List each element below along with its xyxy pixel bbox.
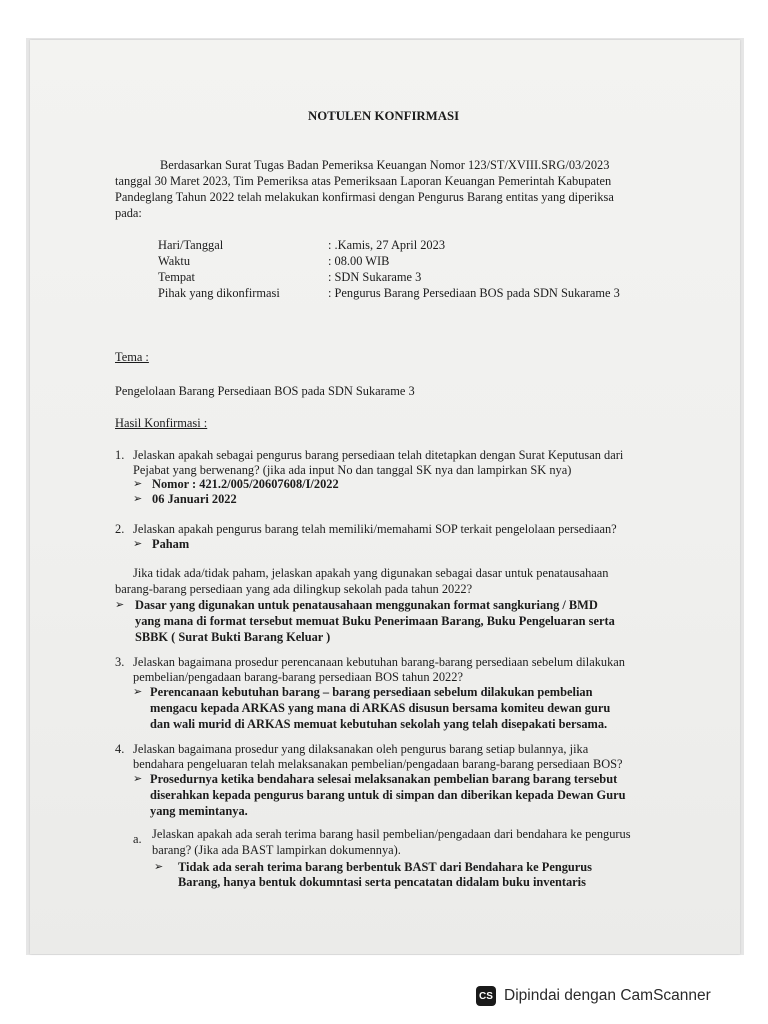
tema-text: Pengelolaan Barang Persediaan BOS pada SDN Sukarame 3 <box>115 384 415 398</box>
arrow-bullet-icon: ➢ <box>133 686 143 698</box>
answer-line: Nomor : 421.2/005/20607608/I/2022 <box>152 477 339 491</box>
question-number: 3. <box>115 655 125 669</box>
document-title: NOTULEN KONFIRMASI <box>308 109 460 123</box>
answer-line: Paham <box>152 537 190 551</box>
detail-value: : SDN Sukarame 3 <box>328 270 422 284</box>
answer-line: diserahkan kepada pengurus barang untuk di simpan dan diberikan kepada Dewan Guru <box>150 788 626 802</box>
question-line: Jelaskan bagaimana prosedur perencanaan kebutuhan barang-barang persediaan sebelum dilakukan <box>133 655 625 669</box>
detail-label: Pihak yang dikonfirmasi <box>158 286 280 300</box>
answer-line: dan wali murid di ARKAS memuat kebutuhan sekolah yang telah disepakati bersama. <box>150 717 608 731</box>
answer-line: Barang, hanya bentuk dokumntasi serta pencatatan didalam buku inventaris <box>178 875 586 889</box>
arrow-bullet-icon: ➢ <box>133 773 143 785</box>
question-number: a. <box>133 832 142 846</box>
question-number: 2. <box>115 522 125 536</box>
question-line: Jelaskan apakah pengurus barang telah memiliki/memahami SOP terkait pengelolaan persediaan? <box>133 522 617 536</box>
tema-heading: Tema : <box>115 350 149 364</box>
arrow-bullet-icon: ➢ <box>133 478 143 490</box>
detail-value: : .Kamis, 27 April 2023 <box>328 238 446 252</box>
question-line: Jelaskan apakah ada serah terima barang hasil pembelian/pengadaan dari bendahara ke pengurus <box>152 827 631 841</box>
detail-value: : Pengurus Barang Persediaan BOS pada SDN Sukarame 3 <box>328 286 620 300</box>
answer-line: Tidak ada serah terima barang berbentuk BAST dari Bendahara ke Pengurus <box>178 860 593 874</box>
question-line: barang-barang persediaan yang ada dilingkup sekolah pada tahun 2022? <box>115 582 473 596</box>
answer-line: SBBK ( Surat Bukti Barang Keluar ) <box>135 630 331 644</box>
arrow-bullet-icon: ➢ <box>133 538 143 550</box>
question-line: Jelaskan apakah sebagai pengurus barang persediaan telah ditetapkan dengan Surat Keputusan dari <box>133 448 624 462</box>
detail-label: Tempat <box>158 270 195 284</box>
detail-label: Waktu <box>158 254 191 268</box>
question-line: bendahara pengeluaran telah melaksanakan pembelian/pengadaan barang-barang persediaan BOS? <box>133 757 623 771</box>
answer-line: yang mana di format tersebut memuat Buku Penerimaan Barang, Buku Pengeluaran serta <box>135 614 615 628</box>
detail-value: : 08.00 WIB <box>328 254 390 268</box>
answer-line: Perencanaan kebutuhan barang – barang persediaan sebelum dilakukan pembelian <box>150 685 593 699</box>
arrow-bullet-icon: ➢ <box>115 599 125 611</box>
question-line: Jelaskan bagaimana prosedur yang dilaksanakan oleh pengurus barang setiap bulannya, jika <box>133 742 589 756</box>
detail-label: Hari/Tanggal <box>158 238 224 252</box>
watermark-text: Dipindai dengan CamScanner <box>504 987 711 1004</box>
question-number: 1. <box>115 448 125 462</box>
question-number: 4. <box>115 742 125 756</box>
question-line: pembelian/pengadaan barang-barang persediaan BOS tahun 2022? <box>133 670 463 684</box>
question-line: Jika tidak ada/tidak paham, jelaskan apakah yang digunakan sebagai dasar untuk penatausahaan <box>133 566 609 580</box>
arrow-bullet-icon: ➢ <box>133 493 143 505</box>
question-line: Pejabat yang berwenang? (jika ada input No dan tanggal SK nya dan lampirkan SK nya) <box>133 463 572 477</box>
answer-line: yang memintanya. <box>150 804 248 818</box>
document-page <box>30 40 740 954</box>
arrow-bullet-icon: ➢ <box>154 861 164 873</box>
question-line: barang? (Jika ada BAST lampirkan dokumennya). <box>152 843 401 857</box>
answer-line: Dasar yang digunakan untuk penatausahaan menggunakan format sangkuriang / BMD <box>135 598 598 612</box>
camscanner-logo-icon: CS <box>476 986 496 1006</box>
answer-line: 06 Januari 2022 <box>152 492 237 506</box>
answer-line: mengacu kepada ARKAS yang mana di ARKAS disusun bersama komiteu dewan guru <box>150 701 611 715</box>
camscanner-watermark <box>476 983 711 1009</box>
hasil-heading: Hasil Konfirmasi : <box>115 416 208 430</box>
answer-line: Prosedurnya ketika bendahara selesai melaksanakan pembelian barang barang tersebut <box>150 772 618 786</box>
intro-line: pada: <box>115 206 142 220</box>
intro-line: tanggal 30 Maret 2023, Tim Pemeriksa atas Pemeriksaan Laporan Keuangan Pemerintah Kabupaten <box>115 174 612 188</box>
intro-line: Berdasarkan Surat Tugas Badan Pemeriksa Keuangan Nomor 123/ST/XVIII.SRG/03/2023 <box>160 158 610 172</box>
intro-line: Pandeglang Tahun 2022 telah melakukan konfirmasi dengan Pengurus Barang entitas yang diperiksa <box>115 190 614 204</box>
